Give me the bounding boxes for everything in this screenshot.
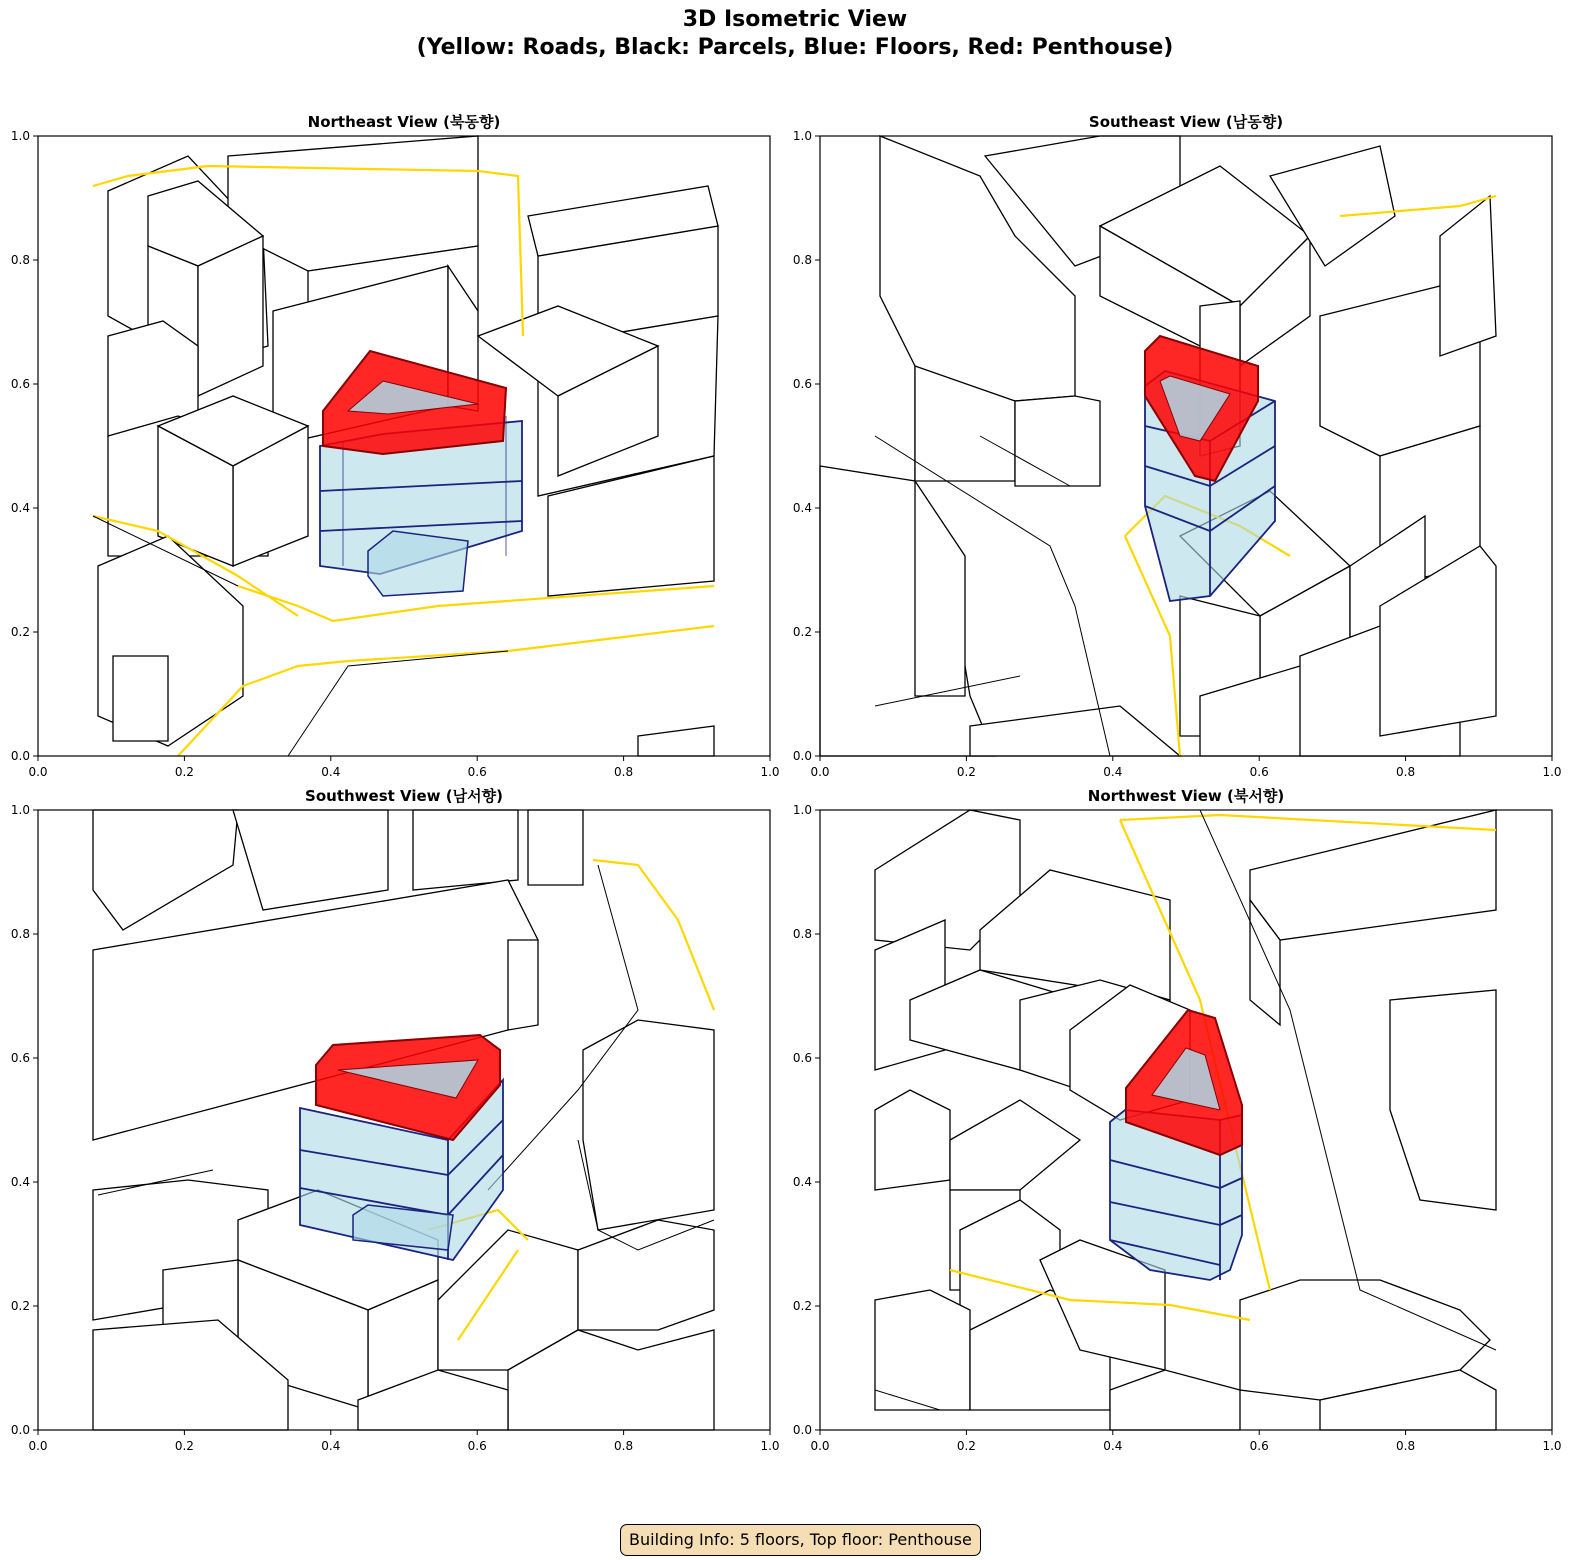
y-tick-label: 0.0 [10, 1423, 30, 1437]
y-tick-label: 0.2 [10, 1299, 30, 1313]
y-tick-label: 0.6 [10, 1051, 30, 1065]
y-tick-label: 0.4 [10, 501, 30, 515]
panel-northwest [792, 803, 1562, 1453]
y-tick-label: 1.0 [10, 129, 30, 143]
x-tick-label: 0.6 [1249, 765, 1269, 779]
x-tick-label: 0.4 [321, 1439, 341, 1453]
y-tick-label: 0.8 [792, 927, 812, 941]
panel-title-northwest: Northwest View (북서향) [1087, 787, 1285, 805]
x-tick-label: 0.0 [28, 765, 48, 779]
x-tick-label: 0.8 [614, 765, 634, 779]
figure-title-line2: (Yellow: Roads, Black: Parcels, Blue: Floors, Red: Penthouse) [416, 35, 1174, 60]
x-tick-label: 1.0 [1542, 765, 1562, 779]
x-axis-ticks [820, 756, 1552, 761]
x-tick-label: 0.8 [614, 1439, 634, 1453]
y-tick-label: 0.8 [10, 927, 30, 941]
x-tick-label: 0.2 [956, 1439, 976, 1453]
y-axis-ticks [33, 810, 38, 1430]
panel-southwest [10, 803, 780, 1453]
y-axis-ticks [815, 810, 820, 1430]
panel-title-southwest: Southwest View (남서향) [305, 787, 503, 805]
x-tick-label: 0.6 [467, 1439, 487, 1453]
panel-title-northeast: Northeast View (북동향) [307, 113, 501, 131]
y-axis-ticks [815, 136, 820, 756]
y-tick-label: 1.0 [792, 129, 812, 143]
x-tick-label: 0.6 [1249, 1439, 1269, 1453]
x-tick-label: 1.0 [760, 1439, 780, 1453]
building-info-box: Building Info: 5 floors, Top floor: Penthouse [620, 1524, 981, 1556]
panel-title-southeast: Southeast View (남동향) [1088, 113, 1284, 131]
y-tick-label: 0.4 [792, 501, 812, 515]
y-tick-label: 0.4 [792, 1175, 812, 1189]
x-axis-ticks [38, 756, 770, 761]
x-tick-label: 1.0 [760, 765, 780, 779]
y-tick-label: 0.4 [10, 1175, 30, 1189]
y-tick-label: 0.8 [792, 253, 812, 267]
x-tick-label: 0.0 [28, 1439, 48, 1453]
x-tick-label: 0.4 [321, 765, 341, 779]
y-tick-labels [793, 129, 812, 763]
y-tick-label: 0.6 [792, 1051, 812, 1065]
x-tick-label: 0.2 [174, 1439, 194, 1453]
x-tick-label: 0.8 [1396, 1439, 1416, 1453]
y-tick-label: 0.6 [10, 377, 30, 391]
y-tick-label: 1.0 [10, 803, 30, 817]
x-axis-ticks [38, 1430, 770, 1435]
y-tick-label: 0.0 [792, 1423, 812, 1437]
y-tick-labels [11, 129, 30, 763]
y-tick-label: 0.2 [792, 625, 812, 639]
x-tick-labels [28, 1439, 779, 1453]
y-tick-label: 0.2 [10, 625, 30, 639]
y-tick-label: 0.8 [10, 253, 30, 267]
x-tick-label: 1.0 [1542, 1439, 1562, 1453]
y-tick-label: 0.0 [792, 749, 812, 763]
y-tick-label: 0.0 [10, 749, 30, 763]
figure-title-line1: 3D Isometric View [682, 7, 908, 32]
x-tick-labels [28, 765, 779, 779]
x-tick-label: 0.4 [1103, 1439, 1123, 1453]
y-tick-label: 0.2 [792, 1299, 812, 1313]
panel-southeast [792, 129, 1562, 779]
y-tick-labels [11, 803, 30, 1437]
x-tick-label: 0.2 [956, 765, 976, 779]
x-tick-label: 0.6 [467, 765, 487, 779]
figure-title [0, 6, 1590, 62]
panel-northeast [10, 129, 780, 779]
x-axis-ticks [820, 1430, 1552, 1435]
x-tick-labels [810, 765, 1561, 779]
x-tick-label: 0.4 [1103, 765, 1123, 779]
y-tick-label: 0.6 [792, 377, 812, 391]
x-tick-label: 0.0 [810, 1439, 830, 1453]
y-tick-labels [793, 803, 812, 1437]
x-tick-label: 0.8 [1396, 765, 1416, 779]
x-tick-labels [810, 1439, 1561, 1453]
y-axis-ticks [33, 136, 38, 756]
x-tick-label: 0.0 [810, 765, 830, 779]
y-tick-label: 1.0 [792, 803, 812, 817]
x-tick-label: 0.2 [174, 765, 194, 779]
